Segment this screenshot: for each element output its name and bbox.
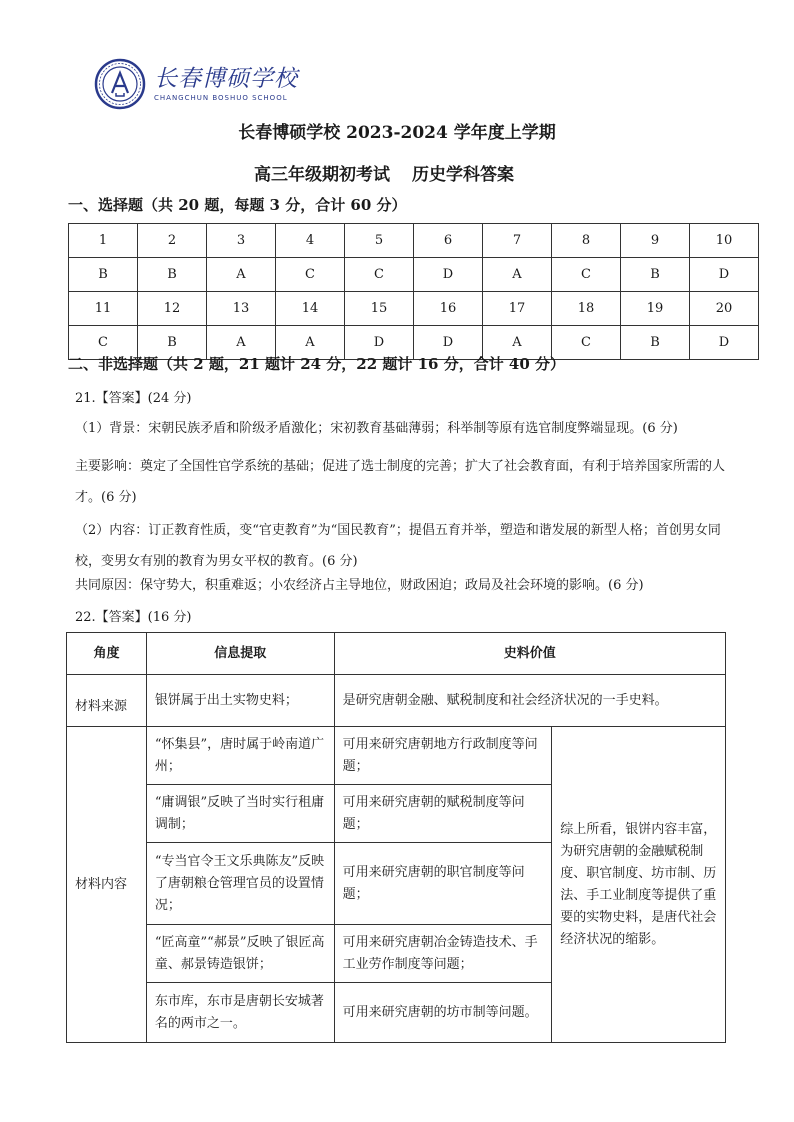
answer-cell: B [621,258,690,292]
answer-cell: D [690,326,759,360]
q21-background: （1）背景：宋朝民族矛盾和阶级矛盾激化；宋初教育基础薄弱；科举制等原有选官制度弊端显现。(6 分) [75,421,678,436]
question-number-cell: 17 [483,292,552,326]
question-number-cell: 2 [138,224,207,258]
q22-answer-table [66,632,726,1043]
logo-english-name: CHANGCHUN BOSHUO SCHOOL [154,94,288,102]
content-info-5: 东市库，东市是唐朝长安城著名的两市之一。 [146,983,334,1043]
exam-title: 长春博硕学校 2023-2024 学年度上学期 [238,123,556,143]
logo-chinese-name: 长春博硕学校 [154,66,298,92]
answer-cell: B [621,326,690,360]
answer-cell: C [552,326,621,360]
answer-cell: A [207,326,276,360]
content-value-1: 可用来研究唐朝地方行政制度等问题； [334,727,552,785]
question-number-cell: 4 [276,224,345,258]
question-number-cell: 7 [483,224,552,258]
question-number-cell: 19 [621,292,690,326]
q21-common-reason: 共同原因：保守势大，积重难返；小农经济占主导地位，财政困迫；政局及社会环境的影响。(6 分) [75,578,644,593]
choice-table-row [69,292,759,326]
answer-cell: B [138,326,207,360]
header-angle: 角度 [67,633,147,675]
question-number-cell: 18 [552,292,621,326]
question-number-cell: 10 [690,224,759,258]
question-number-cell: 9 [621,224,690,258]
question-number-cell: 6 [414,224,483,258]
question-number-cell: 8 [552,224,621,258]
q21-content: （2）内容：订正教育性质，变“官吏教育”为“国民教育”；提倡五育并举，塑造和谐发展的新型人格；首创男女同校，变男女有别的教育为男女平权的教育。(6 分) [75,523,721,569]
content-value-2: 可用来研究唐朝的赋税制度等问题； [334,785,552,843]
choice-answer-table [68,223,759,360]
answer-cell: A [483,258,552,292]
question-number-cell: 3 [207,224,276,258]
answer-cell: D [345,326,414,360]
content-info-1: “怀集县”，唐时属于岭南道广州； [146,727,334,785]
content-info-4: “匠高童”“郝景”反映了银匠高童、郝景铸造银饼； [146,925,334,983]
exam-subtitle: 高三年级期初考试 [254,165,390,185]
answer-cell: A [483,326,552,360]
question-number-cell: 13 [207,292,276,326]
question-number-cell: 12 [138,292,207,326]
question-number-cell: 16 [414,292,483,326]
section2-heading: 二、非选择题（共 2 题，21 题计 24 分，22 题计 16 分，合计 40 分） [68,355,566,373]
answer-cell: C [345,258,414,292]
answer-cell: D [690,258,759,292]
content-value-4: 可用来研究唐朝冶金铸造技术、手工业劳作制度等问题； [334,925,552,983]
source-value: 是研究唐朝金融、赋税制度和社会经济状况的一手史料。 [334,675,725,727]
header-info: 信息提取 [146,633,334,675]
choice-table-row [69,224,759,258]
question-number-cell: 14 [276,292,345,326]
content-info-3: “专当官令王文乐典陈友”反映了唐朝粮仓管理官员的设置情况； [146,843,334,925]
question-number-cell: 15 [345,292,414,326]
header-value: 史料价值 [334,633,725,675]
q21-impact: 主要影响：奠定了全国性官学系统的基础；促进了选士制度的完善；扩大了社会教育面，有利于培养国家所需的人才。(6 分) [75,459,726,505]
school-seal-icon [94,58,146,110]
answer-cell: B [69,258,138,292]
answer-cell: C [552,258,621,292]
answer-cell: A [207,258,276,292]
answer-cell: D [414,258,483,292]
q22-label: 22.【答案】(16 分) [75,610,192,625]
question-number-cell: 1 [69,224,138,258]
question-number-cell: 20 [690,292,759,326]
content-info-2: “庸调银”反映了当时实行租庸调制； [146,785,334,843]
subject-answer-title: 历史学科答案 [412,165,514,185]
source-angle: 材料来源 [67,675,147,727]
section1-heading: 一、选择题（共 20 题，每题 3 分，合计 60 分） [68,196,407,214]
school-logo [94,58,298,110]
content-angle: 材料内容 [67,727,147,1043]
answer-cell: C [276,258,345,292]
question-number-cell: 11 [69,292,138,326]
summary-cell: 综上所看，银饼内容丰富，为研究唐朝的金融赋税制度、职官制度、坊市制、历法、手工业制度等提供了重要的实物史料，是唐代社会经济状况的缩影。 [552,727,726,1043]
content-value-3: 可用来研究唐朝的职官制度等问题； [334,843,552,925]
source-info: 银饼属于出土实物史料； [146,675,334,727]
answer-cell: B [138,258,207,292]
answer-cell: A [276,326,345,360]
answer-cell: D [414,326,483,360]
question-number-cell: 5 [345,224,414,258]
choice-table-row [69,258,759,292]
content-value-5: 可用来研究唐朝的坊市制等问题。 [334,983,552,1043]
q21-label: 21.【答案】(24 分) [75,391,192,406]
answer-cell: C [69,326,138,360]
